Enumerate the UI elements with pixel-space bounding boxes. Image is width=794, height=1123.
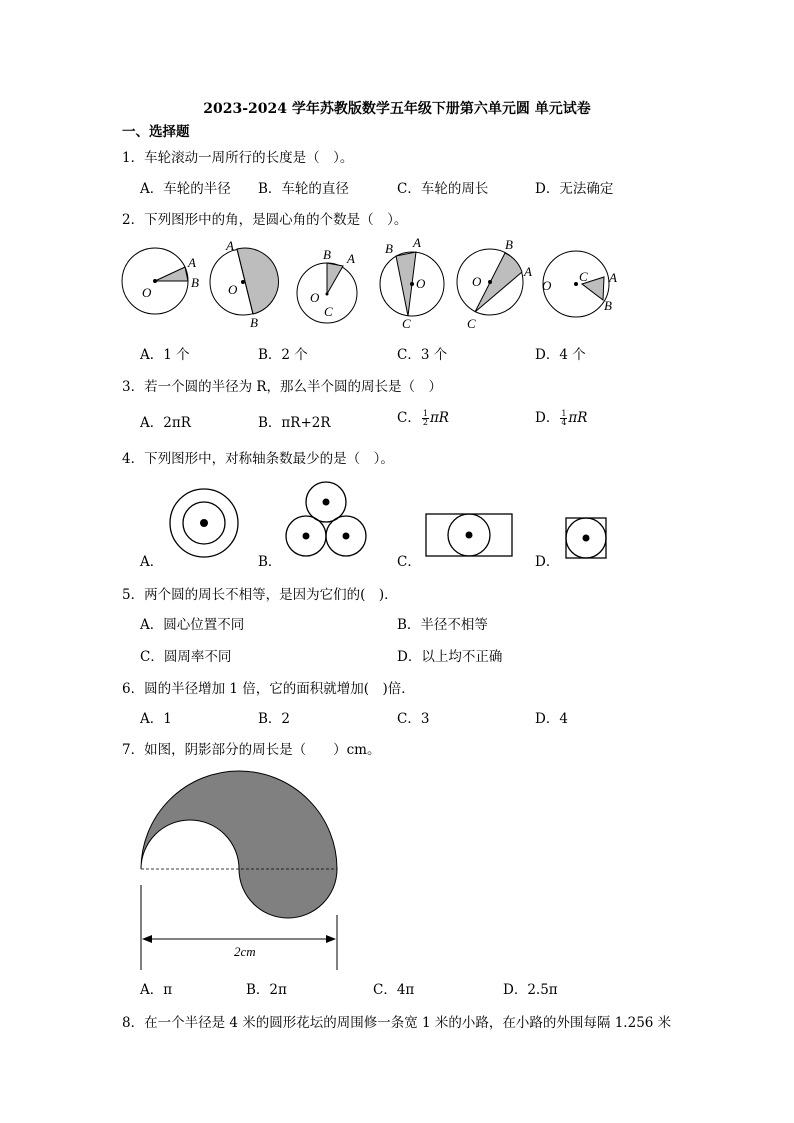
section-heading: 一、选择题 [122,124,190,140]
q2-option-c[interactable]: C．3 个 [397,347,448,363]
q5-option-a[interactable]: A．圆心位置不同 [140,617,245,633]
q2-figure-6 [542,251,617,317]
q7-option-a[interactable]: A．π [140,982,173,998]
q4-symmetry-figures [160,480,620,560]
question-5-stem: 5．两个圆的周长不相等，是因为它们的( )． [122,587,398,603]
q1-option-a[interactable]: A．车轮的半径 [140,181,231,197]
question-2-stem: 2．下列图形中的角，是圆心角的个数是（ ）。 [122,212,408,228]
q2-figure-1 [122,248,199,314]
q2-f3-label-a: A [347,251,355,266]
q2-figure-3 [297,247,357,323]
q2-f3-label-c: C [324,304,333,319]
q3-option-c-letter: C． [397,410,421,426]
q3-option-d[interactable]: D． $\frac{1}{4}$ πR [535,409,588,427]
q2-f4-label-o: O [416,276,426,291]
q2-f1-label-o: O [142,285,152,300]
question-3-stem: 3．若一个圆的半径为 R，那么半个圆的周长是（ ） [122,379,443,395]
q6-option-d[interactable]: D．4 [535,711,568,727]
q3-option-d-fraction: $\frac{1}{4}$ [561,409,567,427]
q7-option-d[interactable]: D．2.5π [503,982,558,998]
q2-figure-5 [457,237,532,331]
q2-f2-label-b: B [250,315,258,330]
q2-figure-2 [210,238,278,330]
question-4-stem: 4．下列图形中，对称轴条数最少的是（ ）。 [122,451,394,467]
q4-option-b[interactable]: B． [258,554,282,570]
q2-option-b[interactable]: B．2 个 [258,347,308,363]
q2-option-d[interactable]: D．4 个 [535,347,586,363]
q3-option-b[interactable]: B．πR+2R [258,415,331,431]
q3-option-c-fraction: $\frac{1}{2}$ [422,409,428,427]
q2-figure-4 [380,235,444,331]
q1-option-c[interactable]: C．车轮的周长 [397,181,489,197]
q1-option-b[interactable]: B．车轮的直径 [258,181,349,197]
q2-f4-label-b: B [385,241,393,256]
q6-option-a[interactable]: A．1 [140,711,172,727]
q2-f1-label-a: A [188,255,196,270]
q1-option-d[interactable]: D．无法确定 [535,181,614,197]
q3-option-c[interactable]: C． $\frac{1}{2}$ πR [397,409,449,427]
q2-f6-label-o: O [542,278,552,293]
q2-f3-label-b: B [323,247,331,262]
q3-option-a[interactable]: A．2πR [140,415,191,431]
q2-f2-label-a: A [226,238,234,253]
q2-circle-figures [110,232,640,332]
q2-f4-label-c: C [402,316,411,331]
q4-figure-d-square-circle [566,518,606,558]
question-7-stem: 7．如图，阴影部分的周长是（ ）cm。 [122,742,381,758]
q2-f5-label-o: O [472,274,482,289]
question-8-stem: 8．在一个半径是 4 米的圆形花坛的周围修一条宽 1 米的小路，在小路的外围每隔 1.256 米 [122,1015,672,1031]
q4-option-c[interactable]: C． [397,554,421,570]
q5-option-d[interactable]: D．以上均不正确 [397,649,503,665]
q6-option-b[interactable]: B．2 [258,711,291,727]
q4-figure-a-concentric-circles [170,489,238,557]
q2-f6-label-a: A [609,270,617,285]
q2-f5-label-a: A [524,264,532,279]
q3-option-d-letter: D． [535,410,560,426]
question-6-stem: 6．圆的半径增加 1 倍，它的面积就增加( )倍． [122,681,415,697]
q4-figure-c-rectangle-circle [426,514,512,556]
q4-figure-b-three-circles [286,482,366,556]
q4-option-a[interactable]: A． [140,554,164,570]
q2-f6-label-c: C [579,269,588,284]
q7-option-c[interactable]: C．4π [373,982,415,998]
q2-f4-label-a: A [413,235,421,250]
q2-f5-label-b: B [505,237,513,252]
q5-option-c[interactable]: C．圆周率不同 [140,649,232,665]
page-title: 2023-2024 学年苏教版数学五年级下册第六单元圆 单元试卷 [203,101,591,117]
q2-f1-label-b: B [191,275,199,290]
q6-option-c[interactable]: C．3 [397,711,430,727]
q2-f5-label-c: C [467,316,476,331]
q7-shaded-figure [130,765,360,975]
q7-dimension-label: 2cm [234,944,256,959]
q2-f3-label-o: O [310,290,320,305]
q7-option-b[interactable]: B．2π [246,982,287,998]
question-1-stem: 1．车轮滚动一周所行的长度是（ ）。 [122,150,354,166]
q2-f2-label-o: O [228,282,238,297]
q4-option-d[interactable]: D． [535,554,560,570]
q5-option-b[interactable]: B．半径不相等 [397,617,488,633]
q2-f6-label-b: B [604,298,612,313]
q2-option-a[interactable]: A．1 个 [140,347,190,363]
